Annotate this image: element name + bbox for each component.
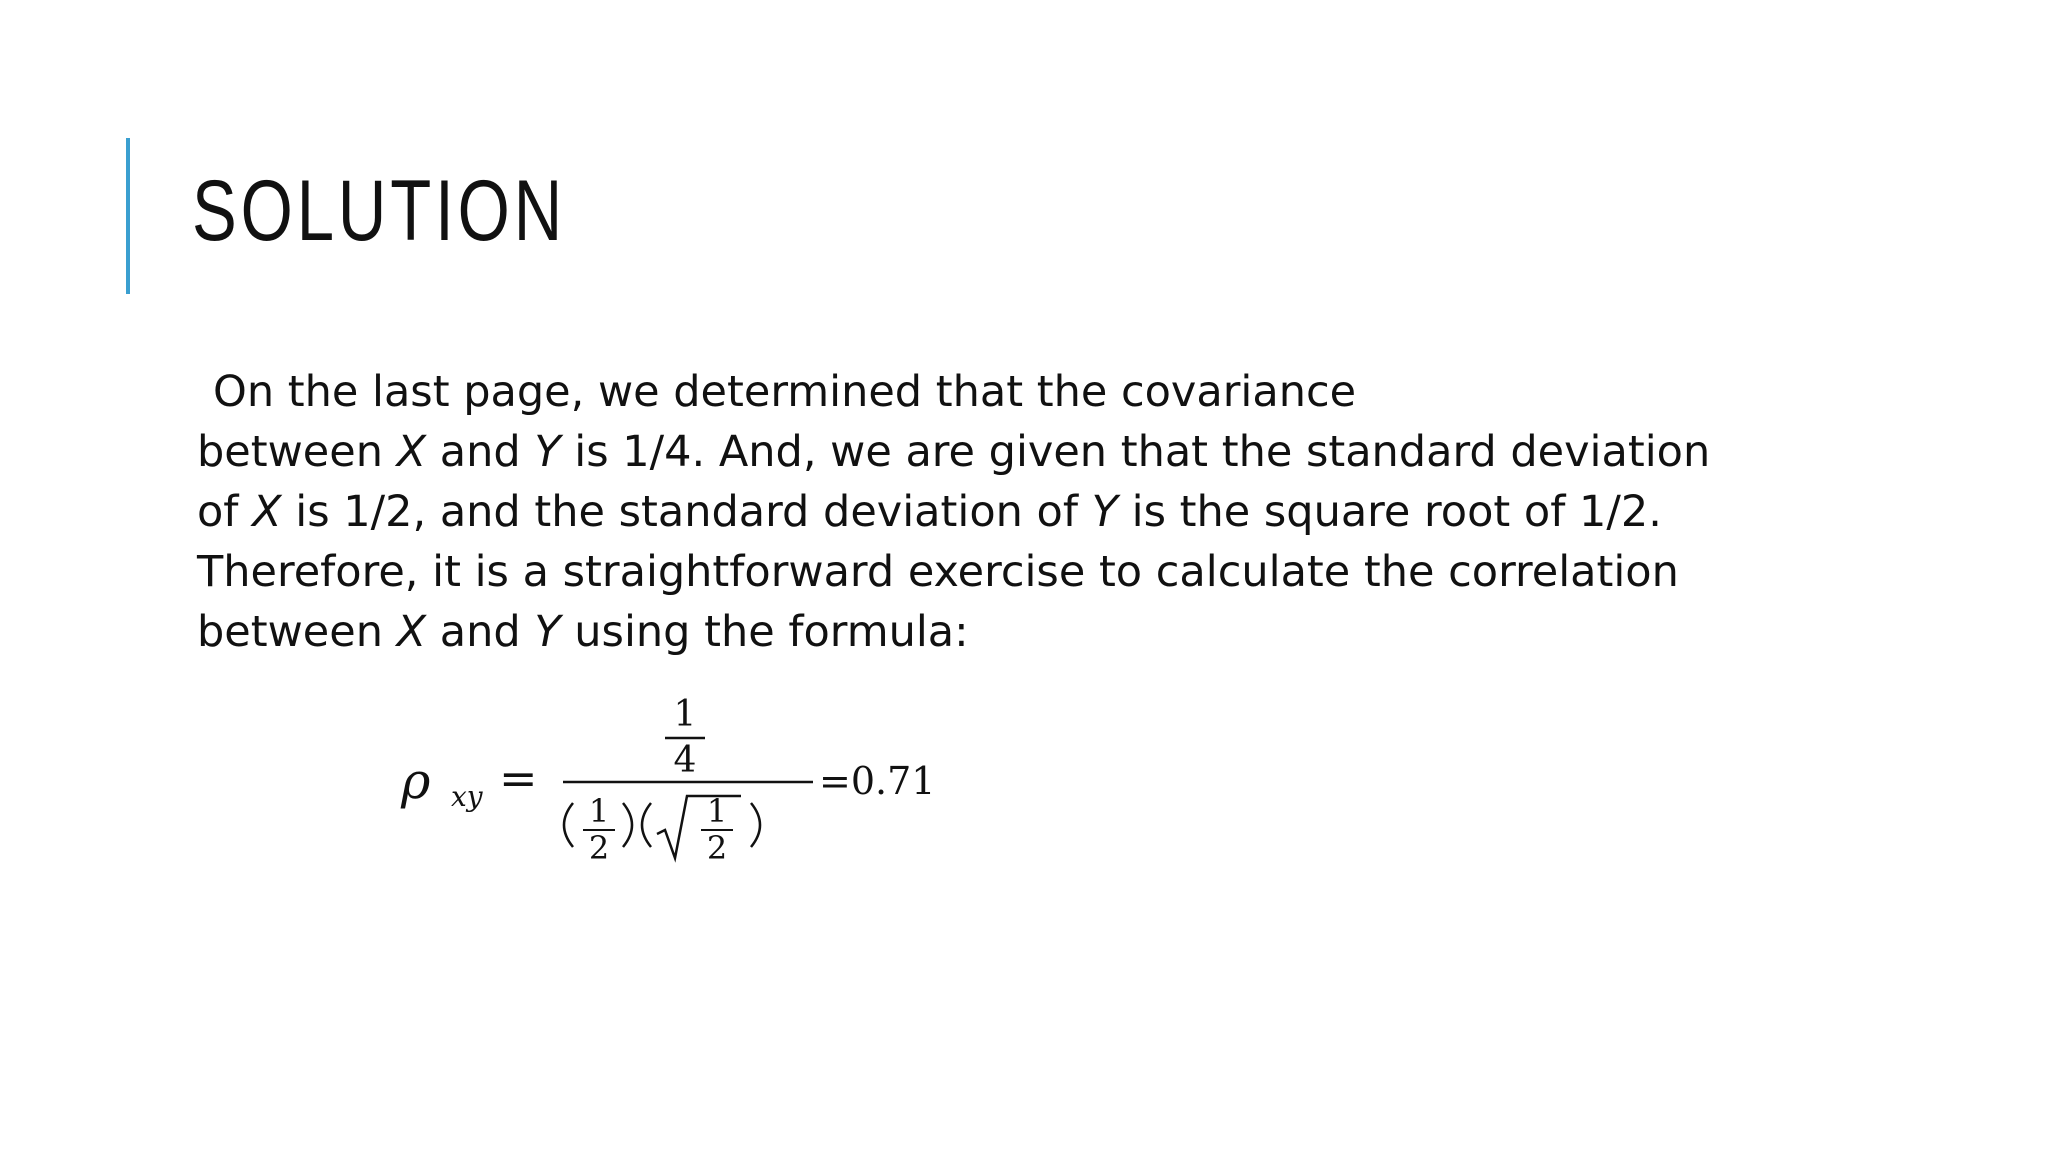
correlation-formula [395, 690, 1015, 910]
title-accent-bar [126, 138, 130, 294]
right-paren-2 [751, 803, 760, 847]
text-segment: is 1/2, and the standard deviation of [281, 487, 1092, 537]
body-line-3 [197, 482, 1877, 542]
root-numerator: 1 [706, 792, 728, 830]
text-segment: between [197, 607, 397, 657]
variable-x: X [252, 487, 282, 537]
text-segment: between [197, 427, 397, 477]
variable-y: Y [1091, 487, 1118, 537]
variable-y: Y [534, 427, 561, 477]
equals-sign: = [499, 751, 538, 805]
rho-subscript: xy [451, 780, 483, 813]
body-text [197, 362, 1877, 662]
body-line-2 [197, 422, 1877, 482]
slide-title: SOLUTION [192, 163, 567, 259]
numerator-one: 1 [673, 694, 697, 735]
variable-y: Y [534, 607, 561, 657]
text-segment: is the square root of 1/2. [1117, 487, 1662, 537]
half-numerator: 1 [588, 792, 610, 830]
text-segment: using the formula: [560, 607, 969, 657]
numerator-four: 4 [673, 740, 697, 781]
text-segment: of [197, 487, 253, 537]
text-segment: is 1/4. And, we are given that the standard deviation [560, 427, 1711, 477]
body-line-4: Therefore, it is a straightforward exercise to calculate the correlation [197, 547, 1679, 597]
formula-graphic [395, 690, 1015, 910]
variable-x: X [396, 427, 427, 477]
variable-x: X [396, 607, 427, 657]
root-denominator: 2 [706, 829, 728, 867]
rho-symbol: ρ [401, 752, 431, 810]
formula-result: =0.71 [819, 759, 936, 803]
right-paren-1 [623, 803, 632, 847]
body-line-1: On the last page, we determined that the covariance [213, 367, 1357, 417]
left-paren-2 [642, 803, 651, 847]
left-paren-1 [564, 803, 573, 847]
body-line-5 [197, 602, 1877, 662]
text-segment: and [426, 607, 535, 657]
square-root-icon [657, 796, 741, 858]
text-segment: and [426, 427, 535, 477]
half-denominator: 2 [588, 829, 610, 867]
